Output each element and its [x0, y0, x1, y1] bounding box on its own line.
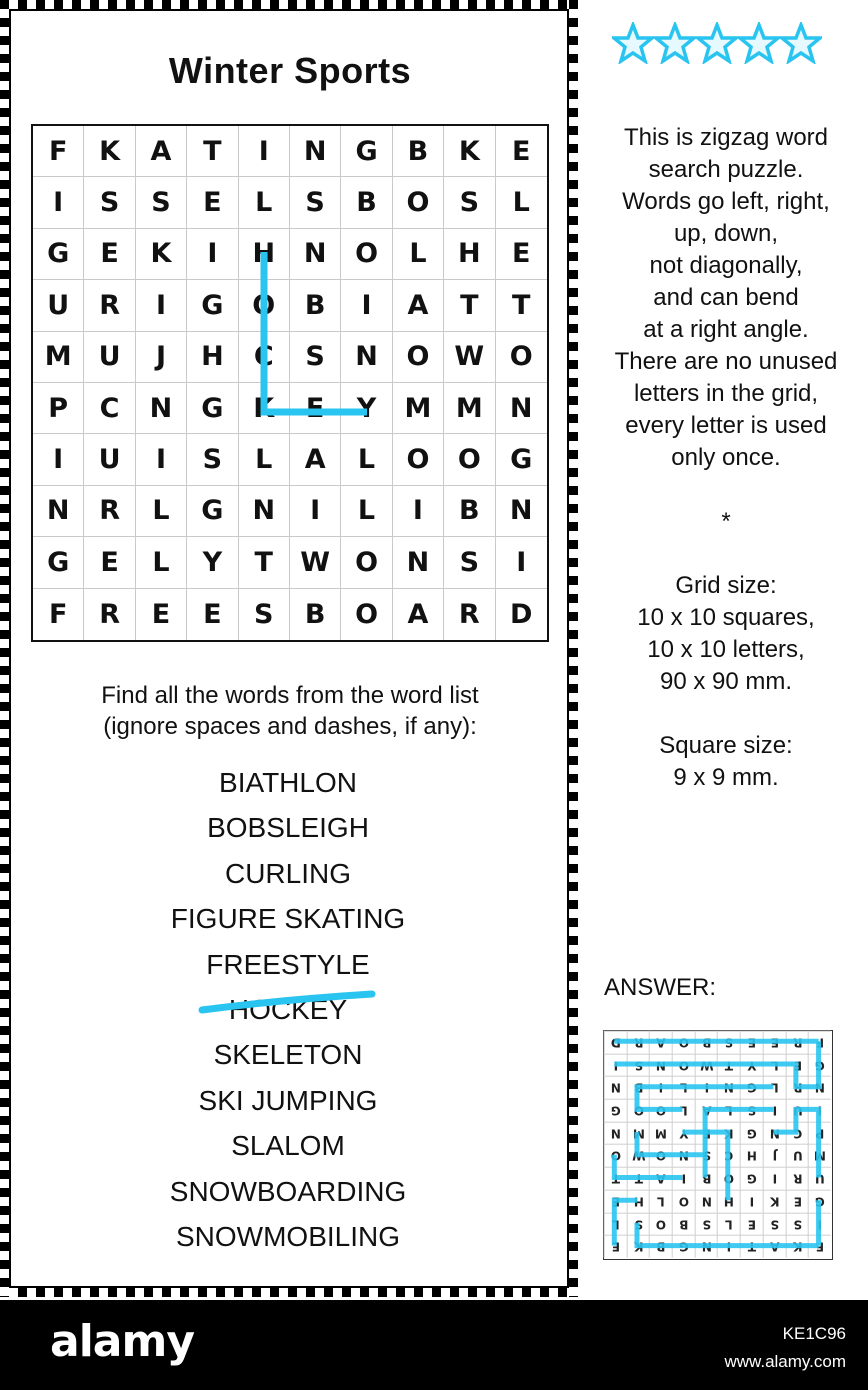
- description-line: at a right angle.: [643, 316, 809, 343]
- answer-grid-cell: O: [649, 1099, 672, 1122]
- answer-grid-cell: G: [672, 1235, 695, 1258]
- answer-grid-cell: B: [627, 1076, 650, 1099]
- difficulty-rating: [612, 22, 822, 64]
- grid-cell[interactable]: C: [84, 383, 135, 434]
- grid-cell[interactable]: E: [136, 589, 187, 640]
- grid-cell[interactable]: G: [187, 383, 238, 434]
- grid-cell[interactable]: N: [136, 383, 187, 434]
- description-line: 10 x 10 squares,: [637, 604, 815, 631]
- star-icon: [696, 22, 738, 64]
- answer-grid-cell: B: [672, 1213, 695, 1236]
- puzzle-description: [588, 122, 864, 794]
- answer-grid-cell: G: [604, 1099, 627, 1122]
- answer-grid-cell: G: [740, 1122, 763, 1145]
- frame-inner-line-right: [567, 9, 569, 1288]
- description-line: This is zigzag word: [623, 124, 829, 151]
- answer-grid-cell: A: [695, 1099, 718, 1122]
- answer-grid-cell: A: [649, 1167, 672, 1190]
- answer-grid-cell: O: [672, 1190, 695, 1213]
- answer-grid-cell: K: [717, 1122, 740, 1145]
- grid-row: [33, 537, 547, 588]
- answer-grid-row: [604, 1213, 832, 1236]
- grid-cell[interactable]: A: [290, 434, 341, 485]
- answer-grid-cell: G: [740, 1076, 763, 1099]
- grid-cell[interactable]: I: [187, 229, 238, 280]
- grid-cell[interactable]: G: [33, 229, 84, 280]
- grid-row: [33, 383, 547, 434]
- answer-grid-cell: H: [717, 1190, 740, 1213]
- grid-row: [33, 280, 547, 331]
- frame-bottom-band: [0, 1288, 578, 1297]
- frame-right-band: [569, 0, 578, 1297]
- frame-inner-line-left: [9, 9, 11, 1288]
- grid-cell[interactable]: O: [341, 229, 392, 280]
- word-list-item: SNOWBOARDING: [169, 1175, 407, 1207]
- answer-grid-cell: I: [649, 1076, 672, 1099]
- answer-grid-cell: A: [649, 1031, 672, 1054]
- answer-grid-cell: T: [717, 1054, 740, 1077]
- grid-cell[interactable]: N: [290, 126, 341, 177]
- grid-row: [33, 126, 547, 177]
- word-list-item: BIATHLON: [219, 767, 357, 798]
- description-line: Square size:: [659, 732, 793, 759]
- grid-cell[interactable]: B: [290, 280, 341, 331]
- grid-cell[interactable]: G: [187, 486, 238, 537]
- answer-grid-cell: M: [627, 1122, 650, 1145]
- word-list-item: SKI JUMPING: [198, 1084, 378, 1116]
- answer-grid-cell: L: [672, 1099, 695, 1122]
- word-search-grid[interactable]: [31, 124, 549, 642]
- answer-grid-cell: I: [740, 1190, 763, 1213]
- answer-grid-cell: M: [649, 1122, 672, 1145]
- answer-grid-row: [604, 1190, 832, 1213]
- answer-grid-cell: U: [786, 1099, 809, 1122]
- grid-row: [33, 434, 547, 485]
- answer-grid-cell: I: [808, 1099, 831, 1122]
- grid-cell[interactable]: S: [290, 177, 341, 228]
- grid-cell[interactable]: H: [444, 229, 495, 280]
- answer-grid-cell: K: [627, 1235, 650, 1258]
- grid-cell[interactable]: I: [33, 434, 84, 485]
- grid-cell[interactable]: E: [84, 229, 135, 280]
- answer-grid-cell: H: [627, 1190, 650, 1213]
- grid-cell[interactable]: A: [393, 589, 444, 640]
- grid-cell[interactable]: M: [444, 383, 495, 434]
- answer-grid-cell: I: [717, 1235, 740, 1258]
- grid-cell[interactable]: W: [290, 537, 341, 588]
- word-list-item: FIGURE SKATING: [170, 903, 406, 935]
- grid-cell[interactable]: N: [290, 229, 341, 280]
- answer-grid-cell: O: [649, 1213, 672, 1236]
- grid-cell[interactable]: U: [84, 332, 135, 383]
- answer-grid-cell: E: [695, 1122, 718, 1145]
- word-list-item: BOBSLEIGH: [207, 812, 369, 844]
- grid-cell[interactable]: G: [341, 126, 392, 177]
- answer-label: ANSWER:: [604, 974, 717, 1001]
- grid-cell[interactable]: B: [393, 126, 444, 177]
- answer-grid-cell: B: [695, 1167, 718, 1190]
- grid-cell[interactable]: E: [290, 383, 341, 434]
- description-line: [588, 698, 864, 730]
- description-line: up, down,: [673, 220, 779, 247]
- answer-grid-cell: R: [786, 1031, 809, 1054]
- grid-cell[interactable]: O: [393, 177, 444, 228]
- answer-grid-cell: E: [604, 1235, 627, 1258]
- answer-grid-cell: S: [627, 1213, 650, 1236]
- grid-cell[interactable]: N: [496, 383, 547, 434]
- description-line: 9 x 9 mm.: [673, 764, 779, 791]
- answer-grid-cell: G: [740, 1167, 763, 1190]
- grid-cell[interactable]: K: [84, 126, 135, 177]
- description-line: Grid size:: [675, 572, 777, 599]
- answer-grid-cell: O: [672, 1031, 695, 1054]
- grid-row: [33, 486, 547, 537]
- grid-cell[interactable]: G: [33, 537, 84, 588]
- instructions-line-1: Find all the words from the word list: [101, 682, 479, 709]
- grid-cell[interactable]: I: [136, 434, 187, 485]
- answer-grid-cell: O: [672, 1054, 695, 1077]
- answer-grid-cell: K: [786, 1235, 809, 1258]
- answer-grid-cell: N: [604, 1076, 627, 1099]
- answer-grid-cell: I: [672, 1167, 695, 1190]
- grid-cell[interactable]: L: [341, 486, 392, 537]
- answer-grid-cell: G: [808, 1054, 831, 1077]
- grid-cell[interactable]: M: [33, 332, 84, 383]
- answer-grid-cell: L: [717, 1213, 740, 1236]
- grid-cell[interactable]: E: [187, 177, 238, 228]
- grid-cell[interactable]: E: [84, 537, 135, 588]
- grid-cell[interactable]: F: [33, 589, 84, 640]
- grid-cell[interactable]: L: [239, 434, 290, 485]
- grid-cell[interactable]: I: [393, 486, 444, 537]
- answer-grid-cell: N: [695, 1235, 718, 1258]
- answer-grid-cell: R: [786, 1076, 809, 1099]
- instructions-line-2: (ignore spaces and dashes, if any):: [103, 713, 477, 740]
- grid-cell[interactable]: B: [290, 589, 341, 640]
- grid-cell[interactable]: M: [393, 383, 444, 434]
- answer-grid-row: [604, 1054, 832, 1077]
- grid-cell[interactable]: N: [239, 486, 290, 537]
- answer-grid-cell: C: [786, 1122, 809, 1145]
- grid-cell[interactable]: O: [393, 434, 444, 485]
- answer-grid-row: [604, 1144, 832, 1167]
- grid-cell[interactable]: I: [239, 126, 290, 177]
- grid-cell[interactable]: N: [393, 537, 444, 588]
- grid-cell[interactable]: G: [496, 434, 547, 485]
- answer-grid-cell: E: [763, 1031, 786, 1054]
- answer-grid-cell: L: [672, 1076, 695, 1099]
- grid-cell[interactable]: S: [187, 434, 238, 485]
- grid-cell[interactable]: C: [239, 332, 290, 383]
- answer-grid-cell: U: [808, 1167, 831, 1190]
- grid-cell[interactable]: T: [187, 126, 238, 177]
- grid-cell[interactable]: I: [496, 537, 547, 588]
- grid-cell[interactable]: S: [84, 177, 135, 228]
- grid-cell[interactable]: Y: [187, 537, 238, 588]
- word-list-item: SKELETON: [213, 1039, 363, 1071]
- answer-grid-cell: M: [808, 1144, 831, 1167]
- grid-cell[interactable]: O: [496, 332, 547, 383]
- grid-cell[interactable]: T: [496, 280, 547, 331]
- answer-grid-cell: I: [808, 1213, 831, 1236]
- grid-cell[interactable]: I: [341, 280, 392, 331]
- answer-grid-row: [604, 1031, 832, 1054]
- word-list-item: CURLING: [224, 857, 351, 889]
- grid-row: [33, 332, 547, 383]
- answer-grid-cell: O: [604, 1144, 627, 1167]
- answer-grid-cell: E: [786, 1190, 809, 1213]
- grid-cell[interactable]: S: [239, 589, 290, 640]
- grid-cell[interactable]: U: [33, 280, 84, 331]
- grid-cell[interactable]: R: [84, 486, 135, 537]
- answer-grid-cell: B: [695, 1031, 718, 1054]
- answer-grid-cell: O: [649, 1144, 672, 1167]
- frame-top-band: [0, 0, 578, 9]
- grid-cell[interactable]: O: [341, 589, 392, 640]
- grid-cell[interactable]: T: [239, 537, 290, 588]
- grid-cell[interactable]: L: [136, 486, 187, 537]
- grid-cell[interactable]: I: [33, 177, 84, 228]
- grid-cell[interactable]: N: [33, 486, 84, 537]
- answer-grid-cell: H: [740, 1144, 763, 1167]
- answer-grid-cell: D: [604, 1031, 627, 1054]
- grid-cell[interactable]: E: [496, 229, 547, 280]
- description-line: There are no unused: [614, 348, 838, 375]
- answer-grid-cell: N: [649, 1054, 672, 1077]
- description-line: [588, 474, 864, 506]
- answer-grid-cell: S: [627, 1054, 650, 1077]
- answer-grid-cell: N: [763, 1122, 786, 1145]
- grid-cell[interactable]: N: [496, 486, 547, 537]
- description-line: letters in the grid,: [633, 380, 819, 407]
- answer-grid-cell: K: [763, 1190, 786, 1213]
- answer-grid-cell: R: [786, 1167, 809, 1190]
- grid-cell[interactable]: Y: [341, 383, 392, 434]
- star-icon: [654, 22, 696, 64]
- answer-grid-row: [604, 1167, 832, 1190]
- answer-grid-cell: L: [649, 1190, 672, 1213]
- puzzle-title: Winter Sports: [168, 50, 412, 91]
- answer-grid-cell: W: [695, 1054, 718, 1077]
- answer-grid-cell: L: [763, 1076, 786, 1099]
- answer-grid-cell: O: [627, 1099, 650, 1122]
- answer-grid-cell: S: [695, 1144, 718, 1167]
- grid-cell[interactable]: J: [136, 332, 187, 383]
- alamy-logo: alamy: [50, 1316, 194, 1367]
- grid-cell[interactable]: L: [239, 177, 290, 228]
- grid-row: [33, 177, 547, 228]
- instructions: [40, 680, 540, 742]
- grid-cell[interactable]: I: [136, 280, 187, 331]
- answer-grid-cell: I: [763, 1099, 786, 1122]
- answer-grid-cell: C: [717, 1144, 740, 1167]
- answer-grid-cell: S: [763, 1213, 786, 1236]
- answer-grid-cell: T: [740, 1235, 763, 1258]
- grid-cell[interactable]: O: [341, 537, 392, 588]
- answer-grid-cell: W: [627, 1144, 650, 1167]
- description-line: [588, 538, 864, 570]
- answer-grid-cell: E: [740, 1213, 763, 1236]
- grid-cell[interactable]: S: [136, 177, 187, 228]
- grid-cell[interactable]: K: [444, 126, 495, 177]
- grid-cell[interactable]: H: [239, 229, 290, 280]
- answer-grid-row: [604, 1099, 832, 1122]
- grid-cell[interactable]: A: [136, 126, 187, 177]
- answer-grid-cell: I: [695, 1076, 718, 1099]
- description-line: Words go left, right,: [622, 188, 830, 215]
- answer-grid-cell: S: [695, 1213, 718, 1236]
- word-list-item: FREESTYLE: [206, 948, 370, 980]
- grid-cell[interactable]: K: [239, 383, 290, 434]
- grid-row: [33, 589, 547, 640]
- grid-cell[interactable]: H: [187, 332, 238, 383]
- grid-cell[interactable]: L: [393, 229, 444, 280]
- answer-grid-cell: N: [808, 1076, 831, 1099]
- word-list-item: SLALOM: [231, 1130, 345, 1162]
- answer-grid-cell: N: [695, 1190, 718, 1213]
- frame-inner-line-top: [9, 9, 569, 11]
- answer-grid-cell: E: [786, 1054, 809, 1077]
- description-line: search puzzle.: [648, 156, 804, 183]
- grid-cell[interactable]: I: [290, 486, 341, 537]
- grid-cell[interactable]: S: [444, 177, 495, 228]
- description-line: *: [721, 508, 731, 535]
- answer-grid-cell: B: [649, 1235, 672, 1258]
- answer-grid-cell: I: [604, 1054, 627, 1077]
- answer-grid-cell: T: [604, 1167, 627, 1190]
- grid-cell[interactable]: N: [341, 332, 392, 383]
- word-list: [88, 760, 488, 1259]
- answer-grid-row: [604, 1076, 832, 1099]
- answer-grid-cell: L: [604, 1213, 627, 1236]
- image-id: KE1C96: [782, 1324, 846, 1343]
- grid-cell[interactable]: R: [84, 280, 135, 331]
- watermark-url: www.alamy.com: [724, 1352, 846, 1371]
- grid-cell[interactable]: S: [290, 332, 341, 383]
- word-list-item: SNOWMOBILING: [175, 1220, 400, 1252]
- description-line: not diagonally,: [649, 252, 803, 279]
- grid-row: [33, 229, 547, 280]
- grid-cell[interactable]: O: [393, 332, 444, 383]
- answer-grid-cell: N: [604, 1122, 627, 1145]
- answer-grid-cell: G: [808, 1190, 831, 1213]
- answer-grid-cell: Y: [740, 1054, 763, 1077]
- answer-grid-cell: E: [604, 1190, 627, 1213]
- grid-cell[interactable]: U: [84, 434, 135, 485]
- star-icon: [612, 22, 654, 64]
- grid-cell[interactable]: E: [496, 126, 547, 177]
- answer-grid-cell: N: [672, 1144, 695, 1167]
- frame-inner-line-bottom: [9, 1286, 569, 1288]
- answer-grid-cell: F: [808, 1235, 831, 1258]
- grid-cell[interactable]: L: [496, 177, 547, 228]
- word-list-item: HOCKEY: [228, 993, 348, 1025]
- answer-grid-cell: L: [763, 1054, 786, 1077]
- answer-grid-cell: F: [808, 1031, 831, 1054]
- description-line: every letter is used: [625, 412, 827, 439]
- grid-cell[interactable]: E: [187, 589, 238, 640]
- answer-grid-cell: J: [763, 1144, 786, 1167]
- answer-grid-cell: U: [786, 1144, 809, 1167]
- description-line: only once.: [671, 444, 781, 471]
- description-line: 90 x 90 mm.: [659, 668, 793, 695]
- answer-grid-cell: S: [740, 1099, 763, 1122]
- grid-cell[interactable]: W: [444, 332, 495, 383]
- grid-cell[interactable]: D: [510, 598, 533, 630]
- star-icon: [780, 22, 822, 64]
- grid-cell[interactable]: A: [393, 280, 444, 331]
- grid-cell[interactable]: O: [239, 280, 290, 331]
- answer-grid-row: [604, 1122, 832, 1145]
- answer-grid-cell: L: [717, 1099, 740, 1122]
- grid-cell[interactable]: P: [33, 383, 84, 434]
- answer-grid-cell: S: [717, 1031, 740, 1054]
- star-icon: [738, 22, 780, 64]
- grid-cell[interactable]: B: [444, 486, 495, 537]
- answer-grid-cell: Y: [672, 1122, 695, 1145]
- watermark-bar: [0, 1300, 868, 1390]
- grid-cell[interactable]: F: [33, 126, 84, 177]
- grid-cell[interactable]: K: [136, 229, 187, 280]
- answer-grid-cell: A: [763, 1235, 786, 1258]
- grid-cell[interactable]: L: [136, 537, 187, 588]
- answer-grid-cell: O: [717, 1167, 740, 1190]
- description-line: and can bend: [653, 284, 799, 311]
- description-line: 10 x 10 letters,: [647, 636, 805, 663]
- grid-cell[interactable]: O: [444, 434, 495, 485]
- grid-cell[interactable]: G: [187, 280, 238, 331]
- frame-left-band: [0, 0, 9, 1297]
- grid-cell[interactable]: S: [444, 537, 495, 588]
- answer-grid: [603, 1030, 833, 1260]
- answer-grid-cell: S: [786, 1213, 809, 1236]
- answer-grid-cell: E: [740, 1031, 763, 1054]
- grid-cell[interactable]: R: [444, 589, 495, 640]
- answer-grid-cell: N: [717, 1076, 740, 1099]
- answer-grid-cell: R: [627, 1031, 650, 1054]
- grid-cell[interactable]: T: [444, 280, 495, 331]
- answer-grid-cell: P: [808, 1122, 831, 1145]
- answer-grid-row: [604, 1235, 832, 1258]
- answer-grid-cell: T: [627, 1167, 650, 1190]
- grid-cell[interactable]: B: [341, 177, 392, 228]
- answer-grid-cell: I: [763, 1167, 786, 1190]
- grid-cell[interactable]: L: [341, 434, 392, 485]
- grid-cell[interactable]: R: [84, 589, 135, 640]
